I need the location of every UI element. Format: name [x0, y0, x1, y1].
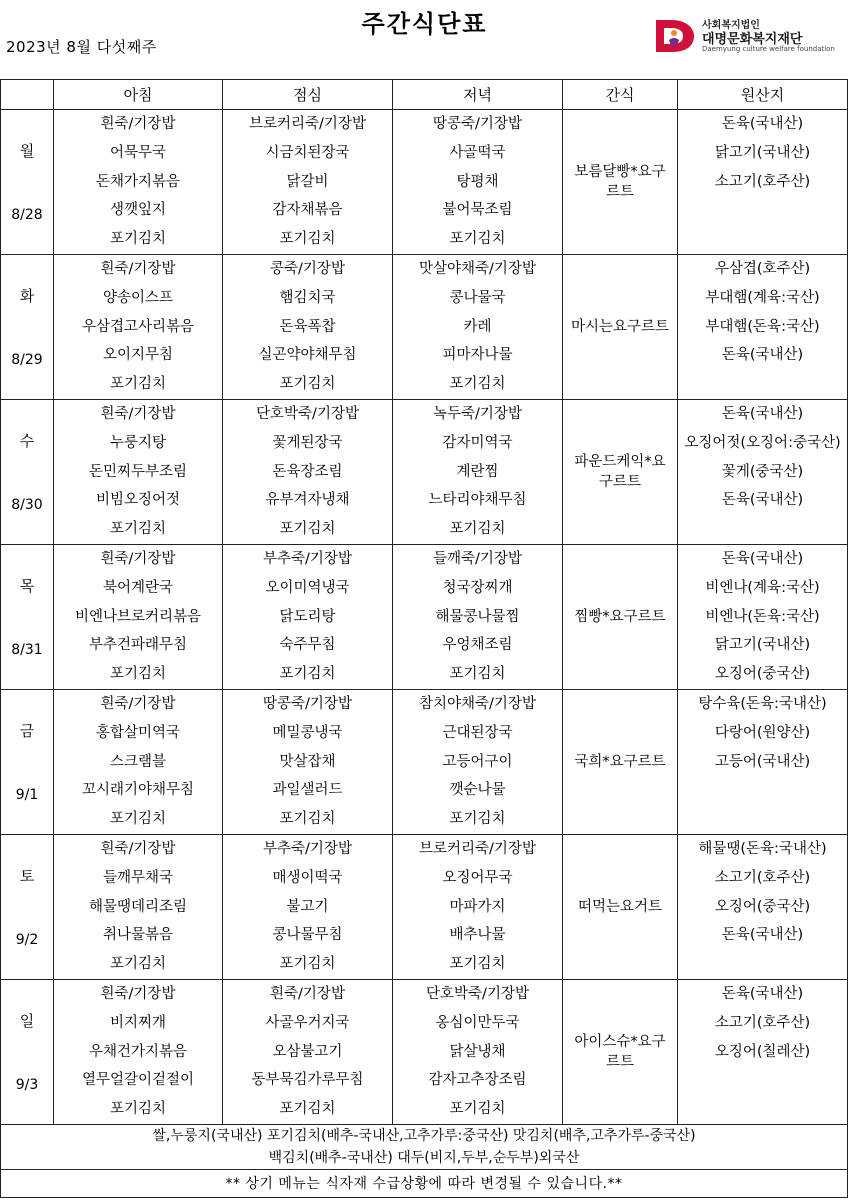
- snack-cell: [563, 399, 678, 544]
- lunch-item: 포기김치: [279, 666, 336, 683]
- dinner-cell: [393, 834, 563, 979]
- lunch-item: 브로커리죽/기장밥: [249, 116, 366, 132]
- dinner-item: 깻순나물: [449, 782, 506, 799]
- breakfast-item: 열무얼갈이겉절이: [81, 1072, 195, 1089]
- origin-item: 고등어(국내산): [714, 753, 811, 770]
- snack-cell: [563, 544, 678, 689]
- origin-cell: [678, 399, 848, 544]
- dinner-item: 땅콩죽/기장밥: [433, 116, 522, 132]
- dinner-item: 포기김치: [449, 956, 506, 973]
- breakfast-item: 스크램블: [109, 753, 167, 770]
- dinner-item: 감자미역국: [442, 434, 513, 451]
- snack-item: 떠먹는요거트: [577, 898, 663, 915]
- origin-item: 비엔나(계육:국산): [705, 579, 820, 596]
- breakfast-item: 비엔나브로커리볶음: [74, 608, 202, 625]
- lunch-item: 단호박죽/기장밥: [256, 405, 359, 422]
- origin-item: 소고기(호주산): [714, 1014, 811, 1031]
- day-row: [1, 544, 848, 689]
- dinner-item: 녹두죽/기장밥: [433, 405, 522, 422]
- dinner-item: 포기김치: [449, 231, 506, 248]
- day-row: [1, 689, 848, 834]
- dinner-item: 닭살냉채: [449, 1043, 506, 1060]
- origin-item: 돈육(국내산): [721, 347, 804, 364]
- breakfast-item: 누룽지탕: [109, 434, 167, 451]
- weekly-menu-table: [0, 79, 848, 1198]
- dinner-item: 포기김치: [449, 521, 506, 538]
- breakfast-item: 흰죽/기장밥: [100, 695, 176, 712]
- lunch-cell: [223, 110, 393, 255]
- snack-item: 아이스슈*요구르트: [574, 1033, 666, 1070]
- day-name: 수: [19, 432, 35, 451]
- lunch-item: 과일샐러드: [272, 782, 343, 799]
- day-cell: [1, 834, 54, 979]
- snack-item: 파운드케익*요구르트: [574, 453, 666, 490]
- lunch-item: 맛살잡채: [279, 753, 336, 770]
- dinner-cell: [393, 399, 563, 544]
- dinner-item: 우엉채조림: [442, 637, 513, 654]
- lunch-item: 포기김치: [279, 231, 336, 248]
- logo-name: 대명문화복지재단: [702, 32, 803, 47]
- origin-item: 오징어(중국산): [714, 898, 811, 915]
- header-row: [1, 80, 848, 110]
- breakfast-item: 우삼겹고사리볶음: [81, 318, 195, 335]
- lunch-item: 흰죽/기장밥: [270, 985, 345, 1002]
- origin-item: 탕수육(돈육:국내산): [698, 695, 827, 712]
- day-cell: [1, 979, 54, 1124]
- breakfast-cell: [54, 544, 223, 689]
- lunch-cell: [223, 834, 393, 979]
- breakfast-item: 홍합살미역국: [95, 724, 181, 741]
- origin-item: 해물땡(돈육:국내산): [698, 840, 827, 857]
- dinner-item: 사골떡국: [449, 144, 506, 161]
- day-name: 목: [19, 577, 35, 596]
- origin-footer-line: 쌀,누룽지(국내산) 포기김치(배추-국내산,고추가루:중국산) 맛김치(배추,고추가루-중국산): [152, 1127, 696, 1144]
- day-name: 토: [19, 867, 35, 886]
- origin-item: 오징어젓(오징어:중국산): [684, 434, 841, 451]
- logo-subtitle: 사회복지법인: [702, 20, 760, 31]
- breakfast-item: 돈채가지볶음: [95, 173, 181, 190]
- breakfast-cell: [54, 979, 223, 1124]
- breakfast-item: 어묵무국: [109, 144, 167, 161]
- breakfast-item: 비지찌개: [109, 1014, 167, 1031]
- snack-cell: [563, 834, 678, 979]
- breakfast-item: 북어계란국: [102, 579, 174, 596]
- origin-cell: [678, 254, 848, 399]
- day-row: [1, 110, 848, 255]
- lunch-item: 부추죽/기장밥: [263, 550, 352, 567]
- snack-cell: [563, 254, 678, 399]
- day-rows: [1, 110, 848, 1125]
- breakfast-item: 꼬시래기야채무침: [81, 782, 195, 799]
- dinner-item: 포기김치: [449, 376, 506, 393]
- notice-text: ** 상기 메뉴는 식자재 수급상황에 따라 변경될 수 있습니다.**: [1, 1169, 848, 1197]
- lunch-item: 감자채볶음: [272, 202, 343, 219]
- breakfast-item: 포기김치: [109, 666, 167, 683]
- lunch-item: 매생이떡국: [272, 869, 343, 886]
- breakfast-cell: [54, 399, 223, 544]
- column-header-origin: 원산지: [678, 80, 848, 110]
- lunch-item: 포기김치: [279, 956, 336, 973]
- breakfast-item: 해물땡데리조림: [88, 898, 188, 915]
- dinner-item: 참치야채죽/기장밥: [419, 695, 536, 712]
- lunch-item: 포기김치: [279, 376, 336, 393]
- dinner-item: 오징어무국: [442, 869, 513, 886]
- origin-cell: [678, 979, 848, 1124]
- dinner-item: 피마자나물: [442, 347, 513, 364]
- dinner-item: 느타리야채무침: [428, 492, 527, 509]
- day-name: 화: [19, 287, 35, 306]
- day-row: [1, 834, 848, 979]
- origin-item: 돈육(국내산): [721, 492, 804, 509]
- snack-item: 마시는요구르트: [570, 318, 670, 335]
- snack-cell: [563, 110, 678, 255]
- breakfast-item: 흰죽/기장밥: [100, 405, 176, 422]
- day-name: 금: [19, 722, 35, 741]
- dinner-item: 브로커리죽/기장밥: [419, 840, 536, 857]
- day-date: 8/29: [11, 352, 43, 369]
- lunch-item: 돈육장조림: [272, 463, 343, 480]
- breakfast-item: 포기김치: [109, 1101, 167, 1118]
- lunch-cell: [223, 544, 393, 689]
- breakfast-cell: [54, 254, 223, 399]
- lunch-item: 포기김치: [279, 1101, 336, 1118]
- lunch-item: 꽃게된장국: [272, 434, 343, 451]
- day-cell: [1, 110, 54, 255]
- dinner-item: 맛살야채죽/기장밥: [419, 260, 536, 277]
- lunch-item: 돈육폭찹: [279, 318, 336, 335]
- lunch-item: 포기김치: [279, 521, 336, 538]
- breakfast-item: 돈민찌두부조림: [88, 463, 188, 480]
- origin-item: 소고기(호주산): [714, 869, 811, 886]
- lunch-item: 닭갈비: [286, 173, 329, 190]
- day-date: 9/3: [15, 1077, 39, 1094]
- day-date: 8/28: [11, 207, 43, 224]
- origin-item: 오징어(칠레산): [714, 1043, 811, 1060]
- origin-item: 돈육(국내산): [721, 927, 804, 944]
- breakfast-cell: [54, 110, 223, 255]
- breakfast-item: 흰죽/기장밥: [100, 840, 176, 857]
- origin-item: 돈육(국내산): [721, 405, 804, 422]
- dinner-item: 포기김치: [449, 811, 506, 828]
- lunch-item: 실곤약야채무침: [258, 347, 357, 364]
- origin-footer-row: [1, 1124, 848, 1169]
- origin-item: 닭고기(국내산): [714, 637, 811, 654]
- origin-item: 돈육(국내산): [721, 116, 804, 132]
- breakfast-item: 흰죽/기장밥: [100, 550, 176, 567]
- day-name: 월: [19, 142, 35, 161]
- origin-item: 오징어(중국산): [714, 666, 811, 683]
- dinner-item: 포기김치: [449, 1101, 506, 1118]
- dinner-item: 단호박죽/기장밥: [426, 985, 529, 1002]
- breakfast-item: 생깻잎지: [109, 202, 167, 219]
- breakfast-item: 양송이스프: [102, 289, 174, 306]
- dinner-item: 해물콩나물찜: [435, 608, 520, 625]
- breakfast-item: 부추건파래무침: [88, 637, 188, 654]
- lunch-cell: [223, 979, 393, 1124]
- origin-cell: [678, 110, 848, 255]
- origin-footer-line: 백김치(배추-국내산) 대두(비지,두부,순두부)외국산: [268, 1149, 580, 1166]
- origin-cell: [678, 689, 848, 834]
- dinner-item: 배추나물: [449, 927, 506, 944]
- dinner-cell: [393, 110, 563, 255]
- snack-cell: [563, 979, 678, 1124]
- dinner-cell: [393, 979, 563, 1124]
- day-cell: [1, 544, 54, 689]
- dinner-cell: [393, 254, 563, 399]
- dinner-item: 청국장찌개: [442, 579, 513, 596]
- breakfast-item: 흰죽/기장밥: [100, 260, 176, 277]
- lunch-item: 땅콩죽/기장밥: [263, 695, 352, 712]
- lunch-item: 부추죽/기장밥: [263, 840, 352, 857]
- dinner-item: 카레: [463, 318, 492, 335]
- origin-item: 소고기(호주산): [714, 173, 811, 190]
- day-row: [1, 254, 848, 399]
- lunch-item: 오삼불고기: [272, 1043, 343, 1060]
- lunch-item: 불고기: [286, 898, 329, 915]
- corner-cell: [1, 80, 54, 110]
- lunch-item: 닭도리탕: [279, 608, 336, 625]
- dinner-item: 고등어구이: [442, 753, 513, 770]
- column-header-breakfast: 아침: [54, 80, 223, 110]
- dinner-item: 근대된장국: [442, 724, 513, 741]
- lunch-item: 동부묵김가루무침: [251, 1072, 364, 1089]
- origin-item: 부대햄(계육:국산): [705, 289, 820, 306]
- dinner-cell: [393, 689, 563, 834]
- snack-item: 국희*요구르트: [574, 753, 666, 770]
- day-row: [1, 979, 848, 1124]
- origin-item: 돈육(국내산): [721, 550, 804, 567]
- breakfast-item: 포기김치: [109, 811, 167, 828]
- week-period: 2023년 8월 다섯째주: [6, 38, 157, 56]
- breakfast-cell: [54, 834, 223, 979]
- breakfast-item: 흰죽/기장밥: [100, 985, 176, 1002]
- foundation-logo-icon: [652, 16, 696, 56]
- foundation-logo: [650, 14, 845, 58]
- lunch-item: 메밀콩냉국: [272, 724, 343, 741]
- origin-item: 돈육(국내산): [721, 985, 804, 1002]
- dinner-item: 옹심이만두국: [435, 1014, 520, 1031]
- dinner-cell: [393, 544, 563, 689]
- column-header-snack: 간식: [563, 80, 678, 110]
- lunch-cell: [223, 399, 393, 544]
- breakfast-item: 오이지무침: [102, 347, 174, 364]
- snack-item: 찜빵*요구르트: [574, 608, 666, 625]
- day-date: 9/1: [15, 787, 39, 804]
- dinner-item: 포기김치: [449, 666, 506, 683]
- lunch-item: 포기김치: [279, 811, 336, 828]
- column-header-lunch: 점심: [223, 80, 393, 110]
- dinner-item: 계란찜: [456, 463, 499, 480]
- day-date: 8/31: [11, 642, 43, 659]
- day-row: [1, 399, 848, 544]
- day-cell: [1, 254, 54, 399]
- snack-cell: [563, 689, 678, 834]
- origin-item: 꽃게(중국산): [721, 463, 804, 480]
- dinner-item: 콩나물국: [449, 289, 506, 306]
- lunch-item: 콩나물무침: [272, 927, 343, 944]
- lunch-cell: [223, 254, 393, 399]
- lunch-item: 사골우거지국: [265, 1014, 350, 1031]
- lunch-item: 콩죽/기장밥: [270, 260, 345, 277]
- logo-english-name: Daemyung culture welfare foundation: [702, 45, 835, 53]
- breakfast-item: 포기김치: [109, 376, 167, 393]
- dinner-item: 마파가지: [449, 898, 506, 915]
- origin-item: 닭고기(국내산): [714, 144, 811, 161]
- notice-row: [1, 1169, 848, 1197]
- snack-item: 보름달빵*요구르트: [574, 163, 666, 200]
- dinner-item: 들깨죽/기장밥: [433, 550, 522, 567]
- dinner-item: 감자고추장조림: [428, 1072, 527, 1089]
- lunch-item: 오이미역냉국: [265, 579, 350, 596]
- dinner-item: 불어묵조림: [442, 202, 513, 219]
- breakfast-item: 비빔오징어젓: [95, 492, 181, 509]
- lunch-cell: [223, 689, 393, 834]
- dinner-item: 탕평채: [456, 173, 499, 190]
- lunch-item: 시금치된장국: [265, 144, 350, 161]
- day-cell: [1, 399, 54, 544]
- breakfast-item: 포기김치: [109, 521, 167, 538]
- origin-item: 우삼겹(호주산): [714, 260, 811, 277]
- origin-cell: [678, 544, 848, 689]
- lunch-item: 유부겨자냉채: [265, 492, 350, 509]
- breakfast-item: 흰죽/기장밥: [100, 116, 176, 132]
- lunch-item: 숙주무침: [279, 637, 336, 654]
- origin-item: 비엔나(돈육:국산): [705, 608, 820, 625]
- origin-item: 부대햄(돈육:국산): [705, 318, 820, 335]
- day-name: 일: [19, 1012, 35, 1031]
- origin-cell: [678, 834, 848, 979]
- day-date: 8/30: [11, 497, 43, 514]
- breakfast-cell: [54, 689, 223, 834]
- lunch-item: 햄김치국: [279, 289, 336, 306]
- day-date: 9/2: [15, 932, 39, 949]
- breakfast-item: 포기김치: [109, 231, 167, 248]
- breakfast-item: 들깨무채국: [102, 869, 174, 886]
- breakfast-item: 포기김치: [109, 956, 167, 973]
- page-title: 주간식단표: [361, 10, 488, 38]
- column-header-dinner: 저녁: [393, 80, 563, 110]
- day-cell: [1, 689, 54, 834]
- origin-item: 다랑어(원양산): [714, 724, 811, 741]
- breakfast-item: 우채건가지볶음: [88, 1043, 188, 1060]
- origin-footer: [1, 1124, 848, 1169]
- breakfast-item: 취나물볶음: [102, 927, 174, 944]
